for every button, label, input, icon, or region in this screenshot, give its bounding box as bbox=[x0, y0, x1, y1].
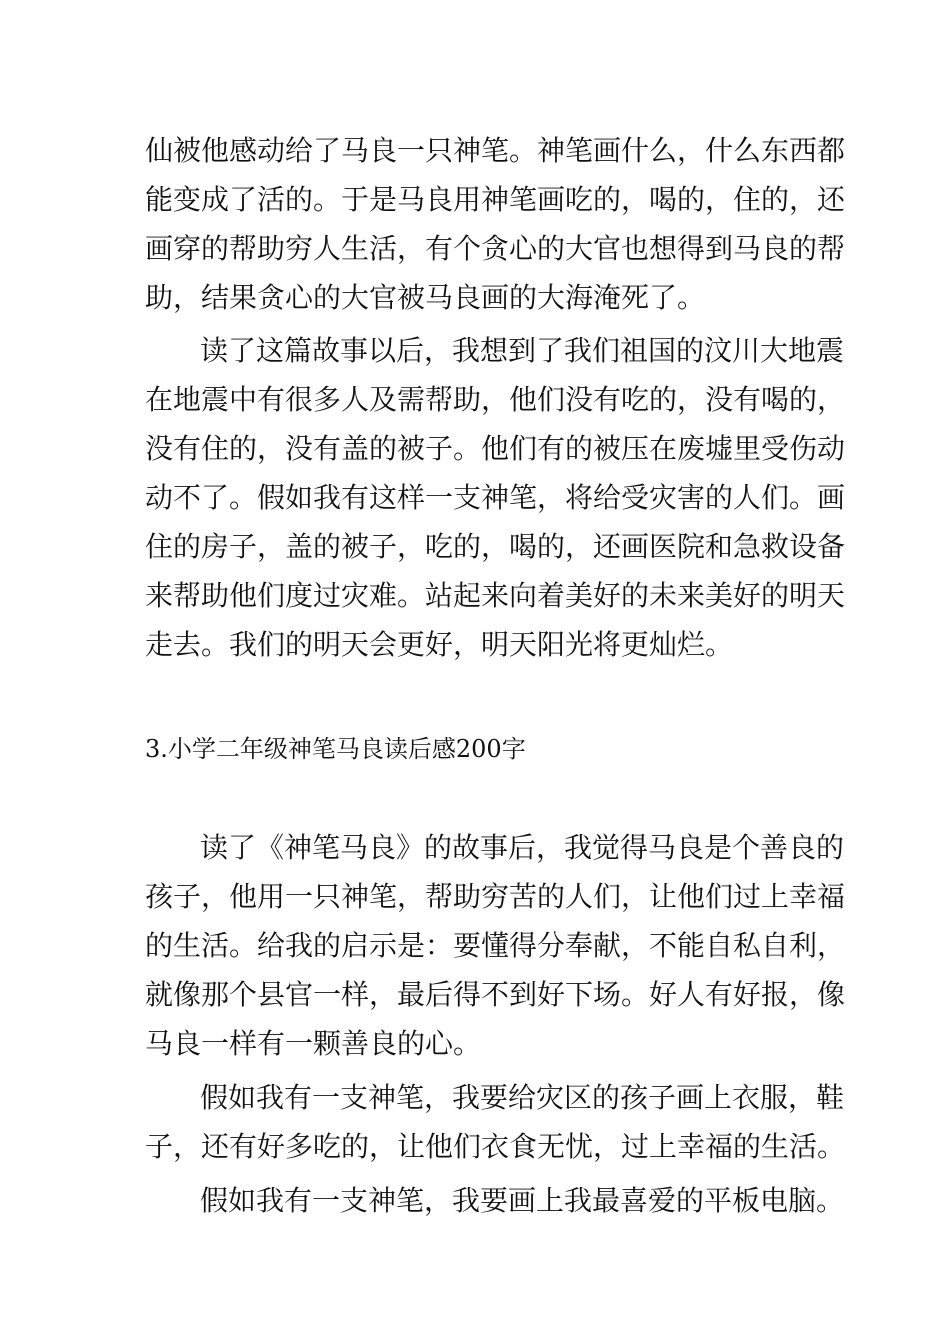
text-line: 读了《神笔马良》的故事后，我觉得马良是个善良的 bbox=[200, 831, 845, 864]
text-line: 画穿的帮助穷人生活，有个贪心的大官也想得到马良的帮 bbox=[145, 232, 846, 265]
text-line: 子，还有好多吃的，让他们衣食无忧，过上幸福的生活。 bbox=[145, 1130, 846, 1163]
text-line: 能变成了活的。于是马良用神笔画吃的，喝的，住的，还 bbox=[145, 183, 846, 216]
text-line: 来帮助他们度过灾难。站起来向着美好的未来美好的明天 bbox=[145, 579, 846, 612]
text-line: 就像那个县官一样，最后得不到好下场。好人有好报，像 bbox=[145, 978, 846, 1011]
text-line: 仙被他感动给了马良一只神笔。神笔画什么，什么东西都 bbox=[145, 134, 846, 167]
text-line: 孩子，他用一只神笔，帮助穷苦的人们，让他们过上幸福 bbox=[145, 880, 846, 913]
text-line: 在地震中有很多人及需帮助，他们没有吃的，没有喝的， bbox=[145, 383, 846, 416]
text-line: 没有住的，没有盖的被子。他们有的被压在废墟里受伤动 bbox=[145, 432, 846, 465]
section-heading: 3.小学二年级神笔马良读后感200字 bbox=[145, 735, 526, 763]
text-line: 助，结果贪心的大官被马良画的大海淹死了。 bbox=[145, 281, 706, 314]
text-line: 住的房子，盖的被子，吃的，喝的，还画医院和急救设备 bbox=[145, 530, 846, 563]
text-line: 读了这篇故事以后，我想到了我们祖国的汶川大地震 bbox=[200, 334, 845, 367]
text-line: 的生活。给我的启示是：要懂得分奉献，不能自私自利， bbox=[145, 929, 846, 962]
text-line: 走去。我们的明天会更好，明天阳光将更灿烂。 bbox=[145, 628, 734, 661]
text-line: 假如我有一支神笔，我要给灾区的孩子画上衣服，鞋 bbox=[200, 1081, 845, 1114]
text-line: 假如我有一支神笔，我要画上我最喜爱的平板电脑。 bbox=[200, 1184, 845, 1217]
text-line: 马良一样有一颗善良的心。 bbox=[145, 1027, 482, 1060]
text-line: 动不了。假如我有这样一支神笔，将给受灾害的人们。画 bbox=[145, 481, 846, 514]
